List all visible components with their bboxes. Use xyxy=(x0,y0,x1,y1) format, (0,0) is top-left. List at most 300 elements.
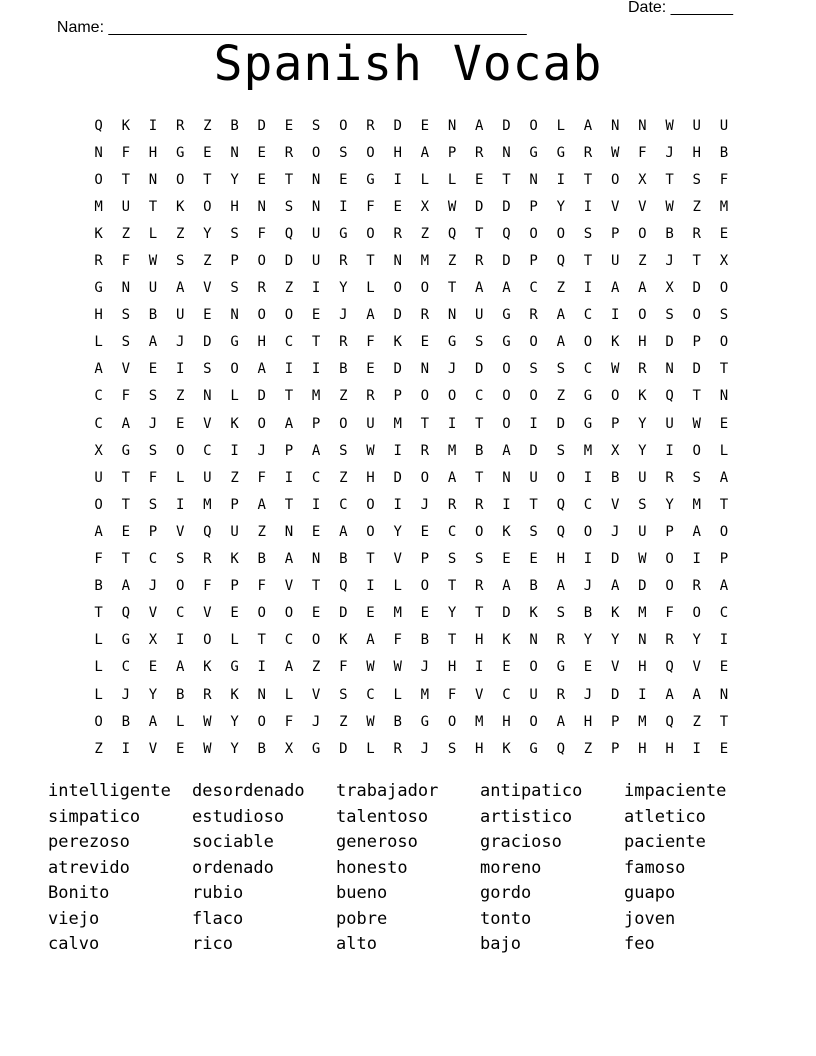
grid-letter[interactable]: F xyxy=(284,713,294,730)
grid-letter[interactable]: E xyxy=(175,415,185,432)
grid-letter[interactable]: A xyxy=(610,578,620,595)
grid-letter[interactable]: Z xyxy=(311,659,321,676)
grid-letter[interactable]: F xyxy=(121,144,130,161)
grid-letter[interactable]: S xyxy=(230,225,239,242)
grid-letter[interactable]: Y xyxy=(230,740,239,757)
grid-letter[interactable]: Z xyxy=(284,280,294,297)
grid-letter[interactable]: B xyxy=(230,117,239,134)
grid-letter[interactable]: Q xyxy=(502,225,511,242)
grid-letter[interactable]: Q xyxy=(121,605,130,622)
grid-letter[interactable]: T xyxy=(447,578,457,595)
grid-letter[interactable]: F xyxy=(339,659,348,676)
grid-letter[interactable]: S xyxy=(121,334,130,351)
grid-letter[interactable]: X xyxy=(420,198,430,215)
grid-letter[interactable]: O xyxy=(447,388,457,405)
grid-letter[interactable]: W xyxy=(692,415,701,432)
grid-letter[interactable]: G xyxy=(121,632,130,649)
grid-letter[interactable]: M xyxy=(393,415,402,432)
grid-letter[interactable]: B xyxy=(257,740,266,757)
grid-letter[interactable]: P xyxy=(311,415,321,432)
grid-letter[interactable]: S xyxy=(447,740,457,757)
grid-letter[interactable]: D xyxy=(556,415,565,432)
grid-letter[interactable]: Y xyxy=(339,280,348,297)
grid-letter[interactable]: D xyxy=(665,334,674,351)
grid-letter[interactable]: C xyxy=(284,632,294,649)
grid-letter[interactable]: F xyxy=(719,171,729,188)
grid-letter[interactable]: F xyxy=(203,578,212,595)
grid-letter[interactable]: A xyxy=(257,496,266,513)
grid-letter[interactable]: D xyxy=(339,605,348,622)
grid-letter[interactable]: O xyxy=(719,334,729,351)
grid-letter[interactable]: A xyxy=(719,469,729,486)
grid-letter[interactable]: B xyxy=(583,605,593,622)
grid-letter[interactable]: R xyxy=(257,280,266,297)
grid-letter[interactable]: I xyxy=(529,415,538,432)
grid-letter[interactable]: L xyxy=(284,686,294,703)
grid-letter[interactable]: H xyxy=(393,144,402,161)
grid-letter[interactable]: O xyxy=(610,388,620,405)
grid-letter[interactable]: I xyxy=(447,415,457,432)
grid-letter[interactable]: R xyxy=(475,253,484,270)
grid-letter[interactable]: Z xyxy=(230,469,239,486)
grid-letter[interactable]: H xyxy=(230,198,239,215)
date-field[interactable]: Date: _______ xyxy=(628,0,733,16)
grid-letter[interactable]: W xyxy=(366,659,375,676)
grid-letter[interactable]: M xyxy=(393,605,402,622)
grid-letter[interactable]: U xyxy=(529,469,538,486)
grid-letter[interactable]: S xyxy=(529,523,538,540)
grid-letter[interactable]: S xyxy=(583,225,593,242)
grid-letter[interactable]: K xyxy=(502,523,511,540)
grid-letter[interactable]: L xyxy=(366,280,375,297)
grid-letter[interactable]: W xyxy=(203,713,212,730)
grid-letter[interactable]: N xyxy=(257,198,266,215)
grid-letter[interactable]: J xyxy=(420,740,430,757)
grid-letter[interactable]: Q xyxy=(665,388,674,405)
grid-letter[interactable]: Z xyxy=(447,253,457,270)
grid-letter[interactable]: W xyxy=(203,740,212,757)
grid-letter[interactable]: Z xyxy=(94,740,103,757)
grid-letter[interactable]: A xyxy=(257,361,266,378)
grid-letter[interactable]: Z xyxy=(121,225,130,242)
grid-letter[interactable]: E xyxy=(420,117,430,134)
grid-letter[interactable]: N xyxy=(665,361,674,378)
grid-letter[interactable]: I xyxy=(638,686,647,703)
grid-letter[interactable]: K xyxy=(175,198,185,215)
grid-letter[interactable]: F xyxy=(366,198,375,215)
grid-letter[interactable]: S xyxy=(148,442,158,459)
grid-letter[interactable]: P xyxy=(148,523,158,540)
grid-letter[interactable]: G xyxy=(175,144,185,161)
grid-letter[interactable]: E xyxy=(339,171,348,188)
grid-letter[interactable]: E xyxy=(121,523,130,540)
grid-letter[interactable]: O xyxy=(203,198,212,215)
grid-letter[interactable]: N xyxy=(393,253,402,270)
grid-letter[interactable]: B xyxy=(393,713,402,730)
grid-letter[interactable]: Z xyxy=(175,388,185,405)
grid-letter[interactable]: Q xyxy=(556,253,565,270)
grid-letter[interactable]: C xyxy=(148,551,158,568)
grid-letter[interactable]: H xyxy=(475,740,484,757)
grid-letter[interactable]: V xyxy=(610,496,620,513)
grid-letter[interactable]: Y xyxy=(665,496,674,513)
grid-letter[interactable]: I xyxy=(502,496,511,513)
grid-letter[interactable]: M xyxy=(719,198,729,215)
grid-letter[interactable]: N xyxy=(610,117,620,134)
grid-letter[interactable]: I xyxy=(121,740,130,757)
grid-letter[interactable]: D xyxy=(692,361,701,378)
grid-letter[interactable]: K xyxy=(230,415,239,432)
grid-letter[interactable]: E xyxy=(284,117,294,134)
grid-letter[interactable]: U xyxy=(665,415,674,432)
grid-letter[interactable]: D xyxy=(692,280,701,297)
grid-letter[interactable]: A xyxy=(148,713,158,730)
grid-letter[interactable]: H xyxy=(257,334,266,351)
grid-letter[interactable]: D xyxy=(257,117,266,134)
grid-letter[interactable]: C xyxy=(719,605,729,622)
grid-letter[interactable]: T xyxy=(475,469,484,486)
grid-letter[interactable]: D xyxy=(257,388,266,405)
grid-letter[interactable]: N xyxy=(447,307,457,324)
grid-letter[interactable]: F xyxy=(638,144,647,161)
grid-letter[interactable]: I xyxy=(366,578,375,595)
grid-letter[interactable]: R xyxy=(284,144,294,161)
grid-letter[interactable]: T xyxy=(121,496,130,513)
grid-letter[interactable]: G xyxy=(121,442,130,459)
grid-letter[interactable]: O xyxy=(94,171,103,188)
grid-letter[interactable]: U xyxy=(175,307,185,324)
grid-letter[interactable]: J xyxy=(311,713,321,730)
grid-letter[interactable]: S xyxy=(148,388,158,405)
grid-letter[interactable]: T xyxy=(257,632,266,649)
grid-letter[interactable]: F xyxy=(257,469,266,486)
grid-letter[interactable]: D xyxy=(203,334,212,351)
grid-letter[interactable]: C xyxy=(583,361,593,378)
grid-letter[interactable]: G xyxy=(94,280,103,297)
grid-letter[interactable]: A xyxy=(94,361,103,378)
grid-letter[interactable]: B xyxy=(339,551,348,568)
grid-letter[interactable]: V xyxy=(692,659,701,676)
grid-letter[interactable]: O xyxy=(366,144,375,161)
grid-letter[interactable]: B xyxy=(339,361,348,378)
grid-letter[interactable]: E xyxy=(420,523,430,540)
grid-letter[interactable]: N xyxy=(638,117,647,134)
grid-letter[interactable]: N xyxy=(257,686,266,703)
grid-letter[interactable]: S xyxy=(475,551,484,568)
grid-letter[interactable]: R xyxy=(447,496,457,513)
grid-letter[interactable]: Z xyxy=(257,523,266,540)
grid-letter[interactable]: H xyxy=(665,740,674,757)
grid-letter[interactable]: Q xyxy=(447,225,457,242)
grid-letter[interactable]: O xyxy=(175,578,185,595)
grid-letter[interactable]: O xyxy=(175,171,185,188)
grid-letter[interactable]: I xyxy=(175,361,185,378)
grid-letter[interactable]: B xyxy=(475,442,484,459)
grid-letter[interactable]: M xyxy=(420,253,430,270)
grid-letter[interactable]: J xyxy=(583,578,593,595)
grid-letter[interactable]: K xyxy=(529,605,538,622)
grid-letter[interactable]: I xyxy=(393,442,402,459)
grid-letter[interactable]: R xyxy=(339,253,348,270)
grid-letter[interactable]: B xyxy=(175,686,185,703)
grid-letter[interactable]: C xyxy=(502,686,511,703)
grid-letter[interactable]: H xyxy=(692,144,701,161)
grid-letter[interactable]: O xyxy=(257,713,266,730)
grid-letter[interactable]: P xyxy=(420,551,430,568)
grid-letter[interactable]: S xyxy=(339,686,348,703)
grid-letter[interactable]: Z xyxy=(203,117,212,134)
grid-letter[interactable]: P xyxy=(230,253,239,270)
grid-letter[interactable]: R xyxy=(203,686,212,703)
grid-letter[interactable]: V xyxy=(203,280,212,297)
grid-letter[interactable]: V xyxy=(638,198,647,215)
grid-letter[interactable]: V xyxy=(610,198,620,215)
grid-letter[interactable]: O xyxy=(447,713,457,730)
grid-letter[interactable]: F xyxy=(257,225,266,242)
grid-letter[interactable]: M xyxy=(203,496,212,513)
grid-letter[interactable]: D xyxy=(475,361,484,378)
grid-letter[interactable]: R xyxy=(94,253,103,270)
grid-letter[interactable]: V xyxy=(148,605,158,622)
grid-letter[interactable]: X xyxy=(284,740,294,757)
grid-letter[interactable]: W xyxy=(366,442,375,459)
grid-letter[interactable]: Y xyxy=(230,713,239,730)
grid-letter[interactable]: E xyxy=(502,551,511,568)
grid-letter[interactable]: T xyxy=(447,280,457,297)
grid-letter[interactable]: Y xyxy=(638,415,647,432)
grid-letter[interactable]: U xyxy=(148,280,158,297)
grid-letter[interactable]: R xyxy=(393,740,402,757)
grid-letter[interactable]: J xyxy=(175,334,185,351)
grid-letter[interactable]: S xyxy=(556,361,565,378)
grid-letter[interactable]: L xyxy=(175,713,185,730)
grid-letter[interactable]: E xyxy=(393,198,402,215)
grid-letter[interactable]: P xyxy=(610,225,620,242)
grid-letter[interactable]: A xyxy=(502,280,511,297)
grid-letter[interactable]: O xyxy=(339,415,348,432)
grid-letter[interactable]: U xyxy=(692,117,701,134)
grid-letter[interactable]: K xyxy=(393,334,402,351)
grid-letter[interactable]: A xyxy=(583,117,593,134)
grid-letter[interactable]: S xyxy=(230,280,239,297)
grid-letter[interactable]: O xyxy=(529,334,538,351)
grid-letter[interactable]: P xyxy=(692,334,701,351)
grid-letter[interactable]: A xyxy=(556,578,565,595)
grid-letter[interactable]: A xyxy=(692,686,701,703)
grid-letter[interactable]: Z xyxy=(339,388,348,405)
grid-letter[interactable]: G xyxy=(230,659,239,676)
grid-letter[interactable]: G xyxy=(583,388,593,405)
grid-letter[interactable]: C xyxy=(529,280,538,297)
grid-letter[interactable]: B xyxy=(665,225,674,242)
grid-letter[interactable]: O xyxy=(502,415,511,432)
grid-letter[interactable]: T xyxy=(284,496,294,513)
grid-letter[interactable]: L xyxy=(94,632,103,649)
grid-letter[interactable]: T xyxy=(284,388,294,405)
grid-letter[interactable]: I xyxy=(257,659,266,676)
grid-letter[interactable]: P xyxy=(665,523,674,540)
grid-letter[interactable]: O xyxy=(203,632,212,649)
grid-letter[interactable]: O xyxy=(529,713,538,730)
grid-letter[interactable]: B xyxy=(420,632,430,649)
grid-letter[interactable]: M xyxy=(475,713,484,730)
grid-letter[interactable]: Y xyxy=(610,632,620,649)
grid-letter[interactable]: N xyxy=(529,632,538,649)
grid-letter[interactable]: R xyxy=(692,225,701,242)
grid-letter[interactable]: O xyxy=(311,632,321,649)
grid-letter[interactable]: F xyxy=(121,388,130,405)
grid-letter[interactable]: P xyxy=(393,388,402,405)
grid-letter[interactable]: E xyxy=(148,659,158,676)
grid-letter[interactable]: K xyxy=(502,632,511,649)
grid-letter[interactable]: C xyxy=(203,442,212,459)
grid-letter[interactable]: U xyxy=(638,523,647,540)
grid-letter[interactable]: T xyxy=(311,578,321,595)
grid-letter[interactable]: T xyxy=(311,334,321,351)
grid-letter[interactable]: Z xyxy=(692,713,701,730)
grid-letter[interactable]: F xyxy=(148,469,158,486)
grid-letter[interactable]: W xyxy=(665,117,674,134)
grid-letter[interactable]: L xyxy=(447,171,457,188)
grid-letter[interactable]: A xyxy=(610,280,620,297)
grid-letter[interactable]: N xyxy=(638,632,647,649)
grid-letter[interactable]: O xyxy=(257,415,266,432)
grid-letter[interactable]: O xyxy=(230,361,239,378)
grid-letter[interactable]: Q xyxy=(665,659,674,676)
grid-letter[interactable]: H xyxy=(638,659,647,676)
grid-letter[interactable]: P xyxy=(529,253,538,270)
grid-letter[interactable]: I xyxy=(175,632,185,649)
grid-letter[interactable]: R xyxy=(175,117,185,134)
grid-letter[interactable]: I xyxy=(393,496,402,513)
grid-letter[interactable]: Z xyxy=(556,280,565,297)
grid-letter[interactable]: N xyxy=(502,469,511,486)
grid-letter[interactable]: C xyxy=(94,388,103,405)
grid-letter[interactable]: L xyxy=(230,632,239,649)
grid-letter[interactable]: A xyxy=(311,442,321,459)
grid-letter[interactable]: A xyxy=(665,686,674,703)
grid-letter[interactable]: U xyxy=(121,198,130,215)
grid-letter[interactable]: D xyxy=(393,361,402,378)
grid-letter[interactable]: C xyxy=(583,496,593,513)
grid-letter[interactable]: A xyxy=(638,280,647,297)
grid-letter[interactable]: L xyxy=(94,659,103,676)
grid-letter[interactable]: J xyxy=(583,686,593,703)
grid-letter[interactable]: Q xyxy=(203,523,212,540)
grid-letter[interactable]: N xyxy=(121,280,130,297)
grid-letter[interactable]: P xyxy=(610,415,620,432)
grid-letter[interactable]: I xyxy=(339,198,348,215)
grid-letter[interactable]: N xyxy=(447,117,457,134)
grid-letter[interactable]: Y xyxy=(583,632,593,649)
grid-letter[interactable]: A xyxy=(475,117,484,134)
grid-letter[interactable]: C xyxy=(175,605,185,622)
grid-letter[interactable]: I xyxy=(692,551,701,568)
grid-letter[interactable]: H xyxy=(366,469,375,486)
grid-letter[interactable]: O xyxy=(420,388,430,405)
grid-letter[interactable]: D xyxy=(502,605,511,622)
grid-letter[interactable]: S xyxy=(148,496,158,513)
grid-letter[interactable]: A xyxy=(148,334,158,351)
grid-letter[interactable]: C xyxy=(447,523,457,540)
grid-letter[interactable]: O xyxy=(420,280,430,297)
grid-letter[interactable]: M xyxy=(447,442,457,459)
grid-letter[interactable]: O xyxy=(529,388,538,405)
grid-letter[interactable]: T xyxy=(529,496,538,513)
grid-letter[interactable]: B xyxy=(94,578,103,595)
grid-letter[interactable]: S xyxy=(529,361,538,378)
grid-letter[interactable]: A xyxy=(556,713,565,730)
grid-letter[interactable]: T xyxy=(692,253,701,270)
grid-letter[interactable]: N xyxy=(311,198,321,215)
grid-letter[interactable]: L xyxy=(148,225,158,242)
grid-letter[interactable]: A xyxy=(121,578,130,595)
grid-letter[interactable]: U xyxy=(311,253,321,270)
grid-letter[interactable]: Z xyxy=(203,253,212,270)
grid-letter[interactable]: E xyxy=(502,659,511,676)
grid-letter[interactable]: W xyxy=(665,198,674,215)
grid-letter[interactable]: O xyxy=(638,225,647,242)
grid-letter[interactable]: E xyxy=(583,659,593,676)
grid-letter[interactable]: R xyxy=(366,117,375,134)
grid-letter[interactable]: K xyxy=(610,334,620,351)
grid-letter[interactable]: H xyxy=(638,740,647,757)
grid-letter[interactable]: E xyxy=(203,307,212,324)
grid-letter[interactable]: L xyxy=(556,117,565,134)
grid-letter[interactable]: J xyxy=(665,253,674,270)
grid-letter[interactable]: J xyxy=(665,144,674,161)
grid-letter[interactable]: W xyxy=(610,144,620,161)
grid-letter[interactable]: O xyxy=(502,361,511,378)
grid-letter[interactable]: U xyxy=(529,686,538,703)
grid-letter[interactable]: A xyxy=(366,307,375,324)
grid-letter[interactable]: A xyxy=(447,469,457,486)
grid-letter[interactable]: K xyxy=(203,659,212,676)
grid-letter[interactable]: F xyxy=(393,632,402,649)
grid-letter[interactable]: Q xyxy=(556,523,565,540)
grid-letter[interactable]: T xyxy=(502,171,511,188)
grid-letter[interactable]: I xyxy=(311,496,321,513)
grid-letter[interactable]: Z xyxy=(638,253,647,270)
grid-letter[interactable]: K xyxy=(339,632,348,649)
grid-letter[interactable]: S xyxy=(665,307,674,324)
grid-letter[interactable]: D xyxy=(502,253,511,270)
grid-letter[interactable]: J xyxy=(121,686,130,703)
grid-letter[interactable]: I xyxy=(665,442,674,459)
grid-letter[interactable]: Z xyxy=(420,225,430,242)
grid-letter[interactable]: V xyxy=(203,605,212,622)
grid-letter[interactable]: E xyxy=(719,415,729,432)
grid-letter[interactable]: T xyxy=(583,171,593,188)
grid-letter[interactable]: E xyxy=(311,605,321,622)
grid-letter[interactable]: R xyxy=(638,361,647,378)
grid-letter[interactable]: B xyxy=(257,551,266,568)
grid-letter[interactable]: O xyxy=(284,605,294,622)
grid-letter[interactable]: B xyxy=(719,144,729,161)
grid-letter[interactable]: L xyxy=(366,740,375,757)
grid-letter[interactable]: H xyxy=(556,551,565,568)
grid-letter[interactable]: M xyxy=(692,496,701,513)
grid-letter[interactable]: Y xyxy=(556,198,565,215)
grid-letter[interactable]: E xyxy=(719,740,729,757)
grid-letter[interactable]: T xyxy=(719,713,729,730)
grid-letter[interactable]: E xyxy=(311,523,321,540)
grid-letter[interactable]: E xyxy=(257,144,266,161)
grid-letter[interactable]: A xyxy=(719,578,729,595)
grid-letter[interactable]: O xyxy=(366,225,375,242)
grid-letter[interactable]: I xyxy=(284,361,294,378)
grid-letter[interactable]: R xyxy=(556,686,565,703)
